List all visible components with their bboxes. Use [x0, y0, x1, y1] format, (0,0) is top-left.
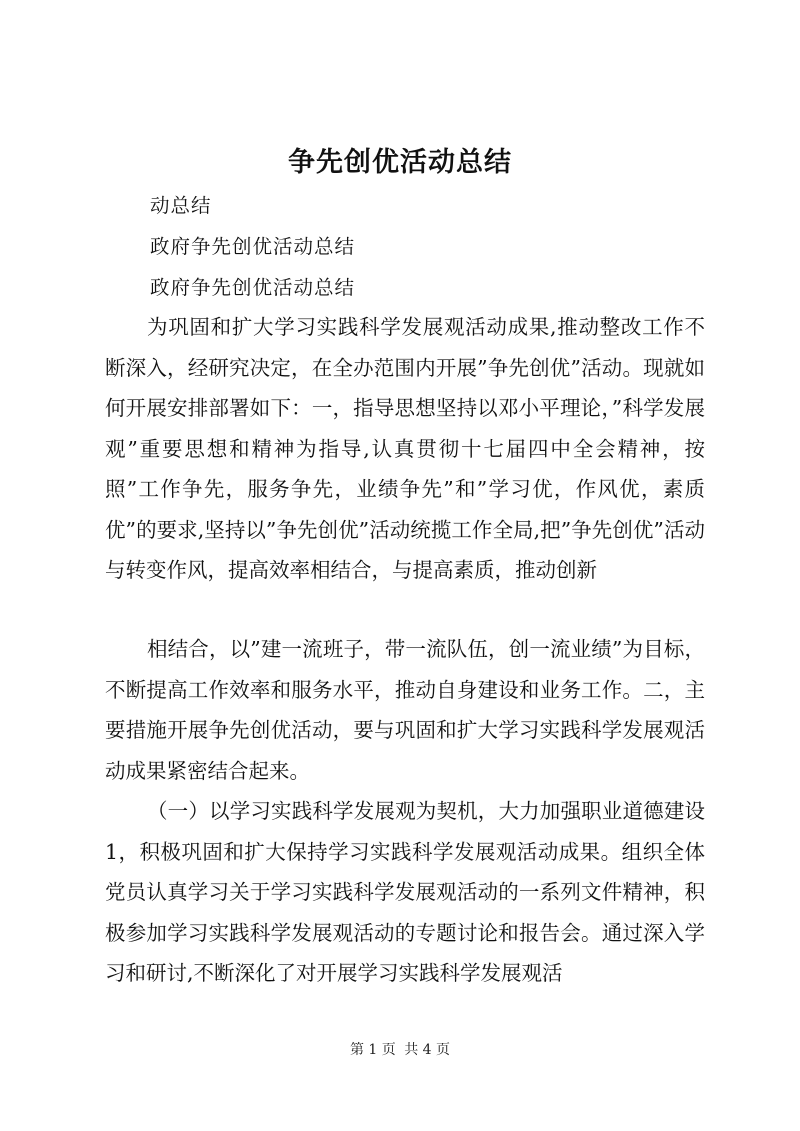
- subtitle-line-1: 动总结: [150, 194, 212, 217]
- body-paragraph-1: 为巩固和扩大学习实践科学发展观活动成果,推动整改工作不断深入，经研究决定，在全办范围内开展”争先创优”活动。现就如何开展安排部署如下：一，指导思想坚持以邓小平理论，”科学发展观”重要思想和精神为指导,认真贯彻十七届四中全会精神，按照”工作争先，服务争先，业绩争先”和”学习优，作风优，素质优”的要求,坚持以”争先创优”活动统揽工作全局,把”争先创优”活动与转变作风，提高效率相结合，与提高素质，推动创新: [105, 315, 705, 582]
- subtitle-line-2: 政府争先创优活动总结: [150, 235, 356, 258]
- page-total: 共 4 页: [404, 1042, 451, 1058]
- page-number: 第 1 页: [349, 1042, 396, 1058]
- page-footer: [0, 1040, 800, 1060]
- subtitle-line-3: 政府争先创优活动总结: [150, 276, 356, 299]
- body-paragraph-3: （一）以学习实践科学发展观为契机，大力加强职业道德建设 1，积极巩固和扩大保持学习实践科学发展观活动成果。组织全体党员认真学习关于学习实践科学发展观活动的一系列文件精神，积极参加学习实践科学发展观活动的专题讨论和报告会。通过深入学习和研讨,不断深化了对开展学习实践科学发展观活: [105, 799, 705, 985]
- document-title: 争先创优活动总结: [288, 147, 512, 178]
- body-paragraph-2: 相结合，以”建一流班子，带一流队伍，创一流业绩”为目标，不断提高工作效率和服务水平，推动自身建设和业务工作。二，主要措施开展争先创优活动，要与巩固和扩大学习实践科学发展观活动成果紧密结合起来。: [105, 637, 705, 783]
